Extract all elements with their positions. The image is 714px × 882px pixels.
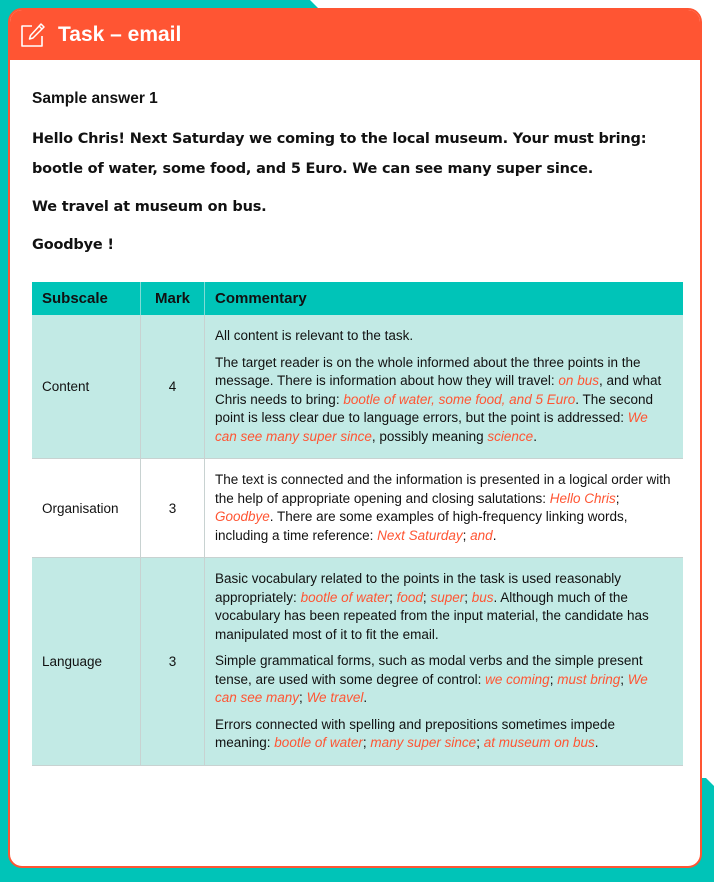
card-body: [10, 60, 700, 766]
commentary-cell: [205, 315, 684, 459]
commentary-paragraph: [215, 570, 673, 644]
mark-cell: 4: [141, 315, 205, 459]
commentary-text: , possibly meaning: [371, 428, 488, 444]
commentary-text: ;: [299, 690, 307, 705]
quoted-excerpt: bootle of water: [274, 735, 363, 750]
quoted-excerpt: must bring: [557, 671, 621, 687]
commentary-text: ;: [389, 589, 397, 605]
commentary-text: ;: [549, 671, 558, 687]
mark-cell: 3: [141, 459, 205, 558]
commentary-text: , and what Chris needs to bring:: [215, 373, 662, 407]
quoted-excerpt: We can see many: [215, 671, 648, 705]
sample-answer-label: Sample answer 1: [32, 90, 158, 107]
table-row-content: [32, 315, 683, 459]
commentary-text: . The second point is less clear due to language errors, but the point is addressed:: [215, 391, 654, 425]
commentary-text: . Although much of the vocabulary has been repeated from the input material, the candidate has manipulated most of it to fit the email.: [215, 589, 649, 642]
quoted-excerpt: bus: [471, 589, 494, 605]
commentary-text: .: [533, 428, 537, 444]
commentary-paragraph: [215, 716, 673, 753]
commentary-text: ;: [464, 589, 472, 605]
sample-answer-paragraph: Hello Chris! Next Saturday we coming to the local museum. Your must bring: bootle of water, some food, and 5 Euro. We can see many super since.: [32, 131, 647, 177]
quoted-excerpt: We travel: [306, 690, 364, 705]
quoted-excerpt: bootle of water, some food, and 5 Euro: [343, 391, 576, 407]
quoted-excerpt: on bus: [558, 373, 599, 388]
commentary-text: ;: [422, 589, 431, 605]
edit-pencil-icon: [20, 22, 46, 48]
task-card: [8, 8, 702, 868]
commentary-cell: [205, 459, 684, 558]
quoted-excerpt: food: [396, 589, 423, 605]
quoted-excerpt: Hello Chris: [549, 490, 616, 506]
card-header: [10, 10, 700, 60]
quoted-excerpt: we coming: [485, 671, 550, 687]
commentary-text: .: [594, 735, 599, 750]
commentary-paragraph: [215, 354, 673, 447]
subscale-cell: Language: [32, 558, 141, 766]
commentary-text: Basic vocabulary related to the points in the task is used reasonably appropriately:: [215, 571, 621, 605]
table-header-row: [32, 282, 683, 315]
quoted-excerpt: Goodbye: [215, 509, 270, 524]
mark-cell: 3: [141, 558, 205, 766]
assessment-table: [32, 282, 683, 766]
commentary-paragraph: [215, 471, 673, 545]
commentary-text: ;: [476, 735, 484, 750]
card-title: Task – email: [58, 23, 182, 46]
sample-answer-paragraph: We travel at museum on bus.: [32, 199, 267, 215]
commentary-text: ;: [362, 735, 371, 750]
commentary-text: .: [492, 527, 497, 543]
commentary-cell: [205, 558, 684, 766]
commentary-text: ;: [620, 671, 628, 687]
commentary-text: ;: [462, 527, 471, 543]
subscale-cell: Organisation: [32, 459, 141, 558]
header-subscale: Subscale: [32, 282, 141, 315]
commentary-text: All content is relevant to the task.: [215, 328, 414, 343]
quoted-excerpt: bootle of water: [300, 589, 390, 605]
commentary-text: Errors connected with spelling and prepositions sometimes impede meaning:: [215, 716, 615, 750]
table-row-language: [32, 558, 683, 766]
commentary-paragraph: [215, 652, 673, 708]
commentary-text: .: [363, 690, 368, 705]
commentary-text: . There are some examples of high-frequency linking words, including a time reference:: [215, 509, 628, 543]
header-commentary: Commentary: [205, 282, 684, 315]
quoted-excerpt: We can see many super since: [215, 410, 648, 444]
subscale-cell: Content: [32, 315, 141, 459]
commentary-text: The text is connected and the information is presented in a logical order with the help of appropriate opening and closing salutations:: [215, 472, 671, 506]
quoted-excerpt: Next Saturday: [377, 527, 463, 543]
header-mark: Mark: [141, 282, 205, 315]
quoted-excerpt: and: [470, 527, 493, 543]
quoted-excerpt: super: [430, 589, 465, 605]
quoted-excerpt: science: [487, 428, 534, 444]
commentary-paragraph: [215, 327, 673, 346]
background-teal-right: [700, 778, 714, 882]
commentary-text: ;: [615, 490, 620, 506]
quoted-excerpt: many super since: [370, 735, 477, 750]
table-row-organisation: [32, 459, 683, 558]
commentary-text: The target reader is on the whole informed about the three points in the message. There is information about how they will travel:: [215, 354, 641, 388]
quoted-excerpt: at museum on bus: [483, 735, 595, 750]
sample-answer-paragraph: Goodbye !: [32, 237, 114, 253]
commentary-text: Simple grammatical forms, such as modal verbs and the simple present tense, are used with some degree of control:: [215, 653, 643, 687]
